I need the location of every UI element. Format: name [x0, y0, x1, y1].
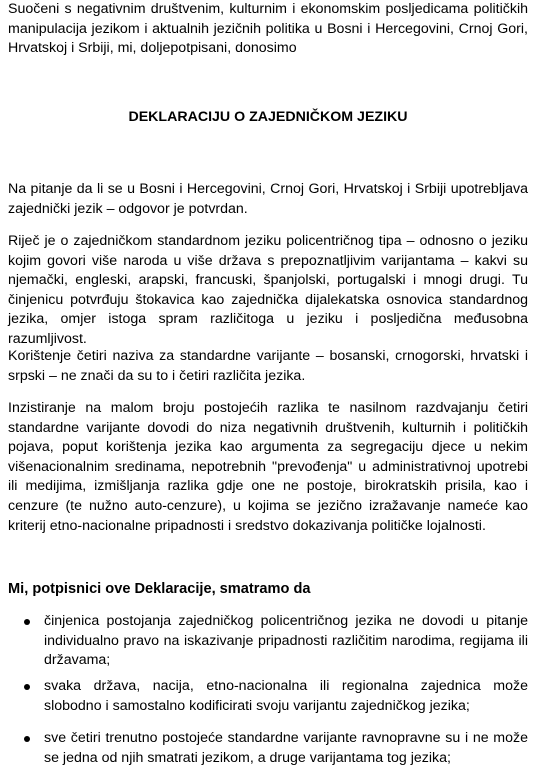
list-item-text: svaka država, nacija, etno-nacionalna ili regionalna zajednica može slobodno i samostalno kodificirati svoju varijantu zajedničkog jezika; [44, 678, 528, 714]
body-paragraph: Riječ je o zajedničkom standardnom jeziku policentričnog tipa – odnosno o jeziku kojim govori više naroda u više država s prepoznatljivim varijantama – kakvi su njemački, engleski, arapski, francuski, španjolski, portugalski i mnogi drugi. Tu činjenicu potvrđuju štokavica kao zajednička dijalekatska osnovica standardnog jezika, omjer istoga spram različitoga u jeziku i posljedična međusobna razumljivost. [8, 233, 528, 347]
body-paragraph: Na pitanje da li se u Bosni i Hercegovini, Crnoj Gori, Hrvatskoj i Srbiji upotrebljava zajednički jezik – odgovor je potvrdan. [8, 181, 528, 217]
body-paragraph: Inzistiranje na malom broju postojećih razlika te nasilnom razdvajanju četiri standardne varijante dovodi do niza negativnih društvenih, kulturnih i političkih pojava, poput korištenja jezika kao argumenta za segregaciju djece u nekim višenacionalnim sredinama, nepotrebnih "prevođenja" u administrativnoj upotrebi ili medijima, izmišljanja razlika gdje one ne postoje, birokratskih prisila, kao i cenzure (te nužno auto-cenzure), u kojima se jezično izražavanje nameće kao kriterij etno-nacionalne pripadnosti i sredstvo dokazivanja političke lojalnosti. [8, 400, 528, 534]
list-item-text: činjenica postojanja zajedničkog policentričnog jezika ne dovodi u pitanje individualno pravo na iskazivanje pripadnosti različitim narodima, regijama ili državama; [44, 613, 528, 669]
bullet-icon [24, 736, 30, 742]
intro-paragraph: Suočeni s negativnim društvenim, kulturnim i ekonomskim posljedicama političkih manipulacija jezikom i aktualnih jezičnih politika u Bosni i Hercegovini, Crnoj Gori, Hrvatskoj i Srbiji, mi, doljepotpisani, donosimo [8, 1, 528, 57]
bullet-icon [24, 619, 30, 625]
list-item-text: sve četiri trenutno postojeće standardne varijante ravnopravne su i ne može se jedna od njih smatrati jezikom, a druge varijantama tog jezika; [44, 730, 528, 766]
bullet-icon [24, 684, 30, 690]
declaration-title: DEKLARACIJU O ZAJEDNIČKOM JEZIKU [128, 109, 408, 125]
signatories-heading: Mi, potpisnici ove Deklaracije, smatramo da [8, 581, 311, 597]
body-paragraph: Korištenje četiri naziva za standardne varijante – bosanski, crnogorski, hrvatski i srpski – ne znači da su to i četiri različita jezika. [8, 348, 528, 384]
